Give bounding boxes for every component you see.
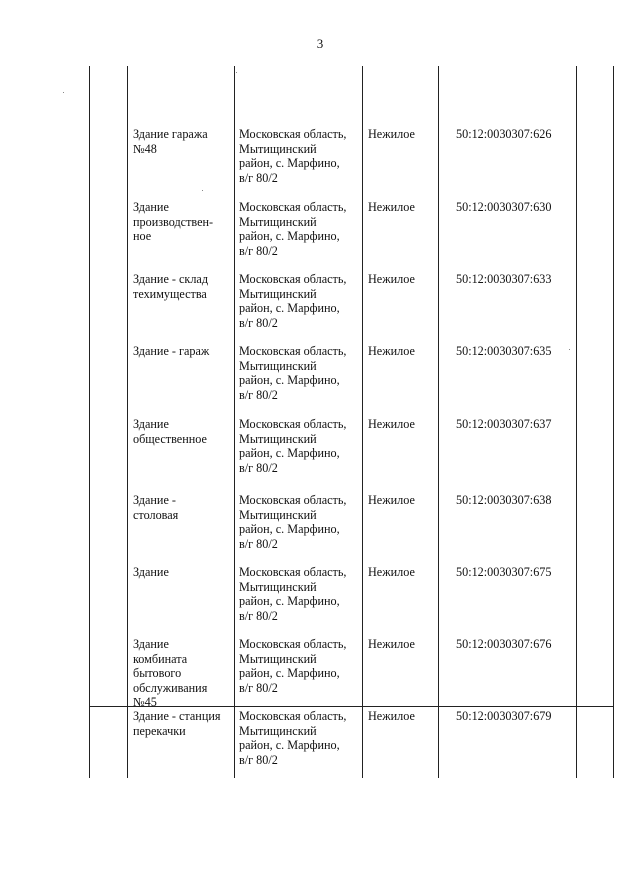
cadastral-number: 50:12:0030307:679 bbox=[456, 709, 552, 723]
table-border-right bbox=[613, 66, 614, 778]
scan-speck bbox=[63, 92, 64, 93]
cadastral-number: 50:12:0030307:630 bbox=[456, 200, 552, 214]
building-address: Московская область, Мытищинский район, с. Марфино, в/г 80/2 bbox=[239, 272, 347, 330]
column-divider bbox=[576, 66, 577, 778]
building-type: Нежилое bbox=[368, 272, 415, 286]
building-address: Московская область, Мытищинский район, с. Марфино, в/г 80/2 bbox=[239, 200, 347, 258]
building-type: Нежилое bbox=[368, 127, 415, 141]
building-address: Московская область, Мытищинский район, с. Марфино, в/г 80/2 bbox=[239, 493, 347, 551]
scan-speck bbox=[569, 349, 570, 350]
column-divider bbox=[127, 66, 128, 778]
building-type: Нежилое bbox=[368, 637, 415, 651]
building-type: Нежилое bbox=[368, 344, 415, 358]
column-divider bbox=[438, 66, 439, 778]
building-name: Здание - гараж bbox=[133, 344, 210, 358]
building-name: Здание комбината бытового обслуживания №45 bbox=[133, 637, 208, 710]
building-address: Московская область, Мытищинский район, с. Марфино, в/г 80/2 bbox=[239, 417, 347, 475]
building-type: Нежилое bbox=[368, 417, 415, 431]
building-address: Московская область, Мытищинский район, с. Марфино, в/г 80/2 bbox=[239, 709, 347, 767]
cadastral-number: 50:12:0030307:638 bbox=[456, 493, 552, 507]
building-type: Нежилое bbox=[368, 709, 415, 723]
cadastral-number: 50:12:0030307:676 bbox=[456, 637, 552, 651]
cadastral-number: 50:12:0030307:637 bbox=[456, 417, 552, 431]
building-address: Московская область, Мытищинский район, с. Марфино, в/г 80/2 bbox=[239, 565, 347, 623]
column-divider bbox=[362, 66, 363, 778]
cadastral-number: 50:12:0030307:626 bbox=[456, 127, 552, 141]
building-type: Нежилое bbox=[368, 200, 415, 214]
building-address: Московская область, Мытищинский район, с. Марфино, в/г 80/2 bbox=[239, 344, 347, 402]
building-address: Московская область, Мытищинский район, с. Марфино, в/г 80/2 bbox=[239, 637, 347, 695]
building-name: Здание - склад техимущества bbox=[133, 272, 209, 301]
building-address: Московская область, Мытищинский район, с. Марфино, в/г 80/2 bbox=[239, 127, 347, 185]
page-number: 3 bbox=[316, 36, 324, 51]
building-name: Здание - станция перекачки bbox=[133, 709, 221, 738]
scan-speck bbox=[236, 72, 237, 73]
building-name: Здание производствен- ное bbox=[133, 200, 214, 244]
building-type: Нежилое bbox=[368, 493, 415, 507]
cadastral-number: 50:12:0030307:675 bbox=[456, 565, 552, 579]
cadastral-number: 50:12:0030307:633 bbox=[456, 272, 552, 286]
building-name: Здание bbox=[133, 565, 169, 579]
scan-speck bbox=[202, 190, 203, 191]
building-name: Здание общественное bbox=[133, 417, 207, 446]
table-border-left bbox=[89, 66, 90, 778]
building-name: Здание - столовая bbox=[133, 493, 179, 522]
cadastral-number: 50:12:0030307:635 bbox=[456, 344, 552, 358]
building-name: Здание гаража №48 bbox=[133, 127, 208, 156]
column-divider bbox=[234, 66, 235, 778]
building-type: Нежилое bbox=[368, 565, 415, 579]
